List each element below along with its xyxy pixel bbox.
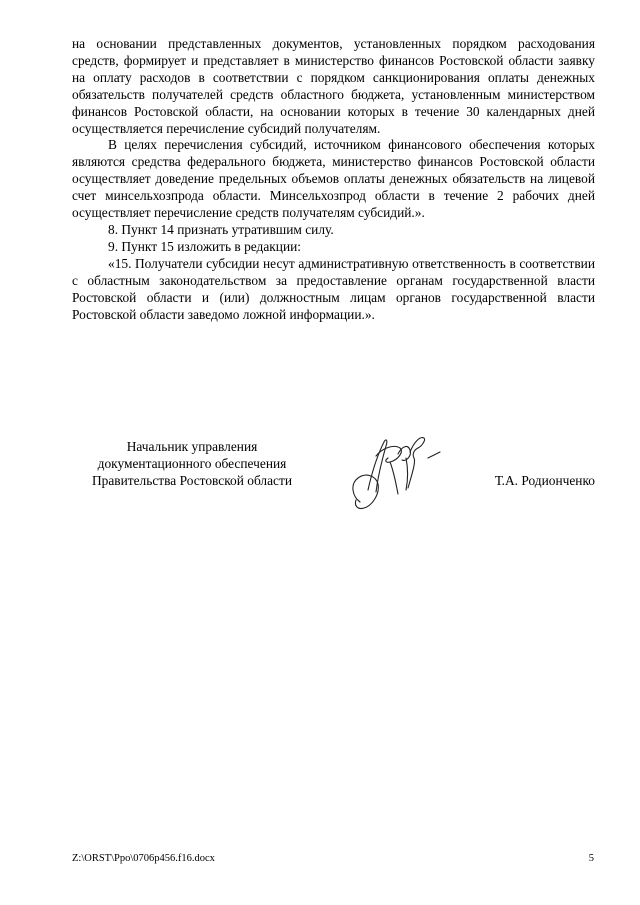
- paragraph-federal-subsidies: В целях перечисления субсидий, источником финансового обеспечения которых являются средства федерального бюджета, министерство финансов Ростовской области осуществляет доведение предельных объемов оплаты денежных обязательств на лицевой счет минсельхозпрода области. Минсельхозпрод области в течение 2 рабочих дней осуществляет перечисление средств получателям субсидий.».: [72, 137, 595, 221]
- paragraph-continuation: на основании представленных документов, установленных порядком расходования средств, формирует и представляет в министерство финансов Ростовской области заявку на оплату расходов в соответствии с порядком санкционирования оплаты денежных обязательств получателей средств областного бюджета, установленным министерством финансов Ростовской области, на основании которых в течение 30 календарных дней осуществляется перечисление субсидий получателям.: [72, 36, 595, 136]
- signature-block: [72, 432, 595, 522]
- paragraph-item-15-text: «15. Получатели субсидии несут административную ответственность в соответствии с областным законодательством за предоставление органам государственной власти Ростовской области и (или) должностным лицам органов государственной власти Ростовской области заведомо ложной информации.».: [72, 255, 595, 322]
- signer-name: Т.А. Родионченко: [494, 473, 595, 488]
- paragraph-item-8: 8. Пункт 14 признать утратившим силу.: [108, 221, 334, 237]
- footer-file-path: Z:\ORST\Ppo\0706p456.f16.docx: [72, 853, 215, 864]
- signer-title-line-2: документационного обеспечения: [97, 456, 287, 471]
- paragraph-item-9: 9. Пункт 15 изложить в редакции:: [108, 238, 302, 254]
- signer-title: [72, 438, 312, 489]
- signer-title-line-1: Начальник управления: [126, 439, 258, 454]
- page-number: 5: [588, 853, 594, 864]
- document-body: [72, 36, 595, 323]
- handwritten-signature: [342, 432, 452, 517]
- signer-title-line-3: Правительства Ростовской области: [91, 473, 293, 488]
